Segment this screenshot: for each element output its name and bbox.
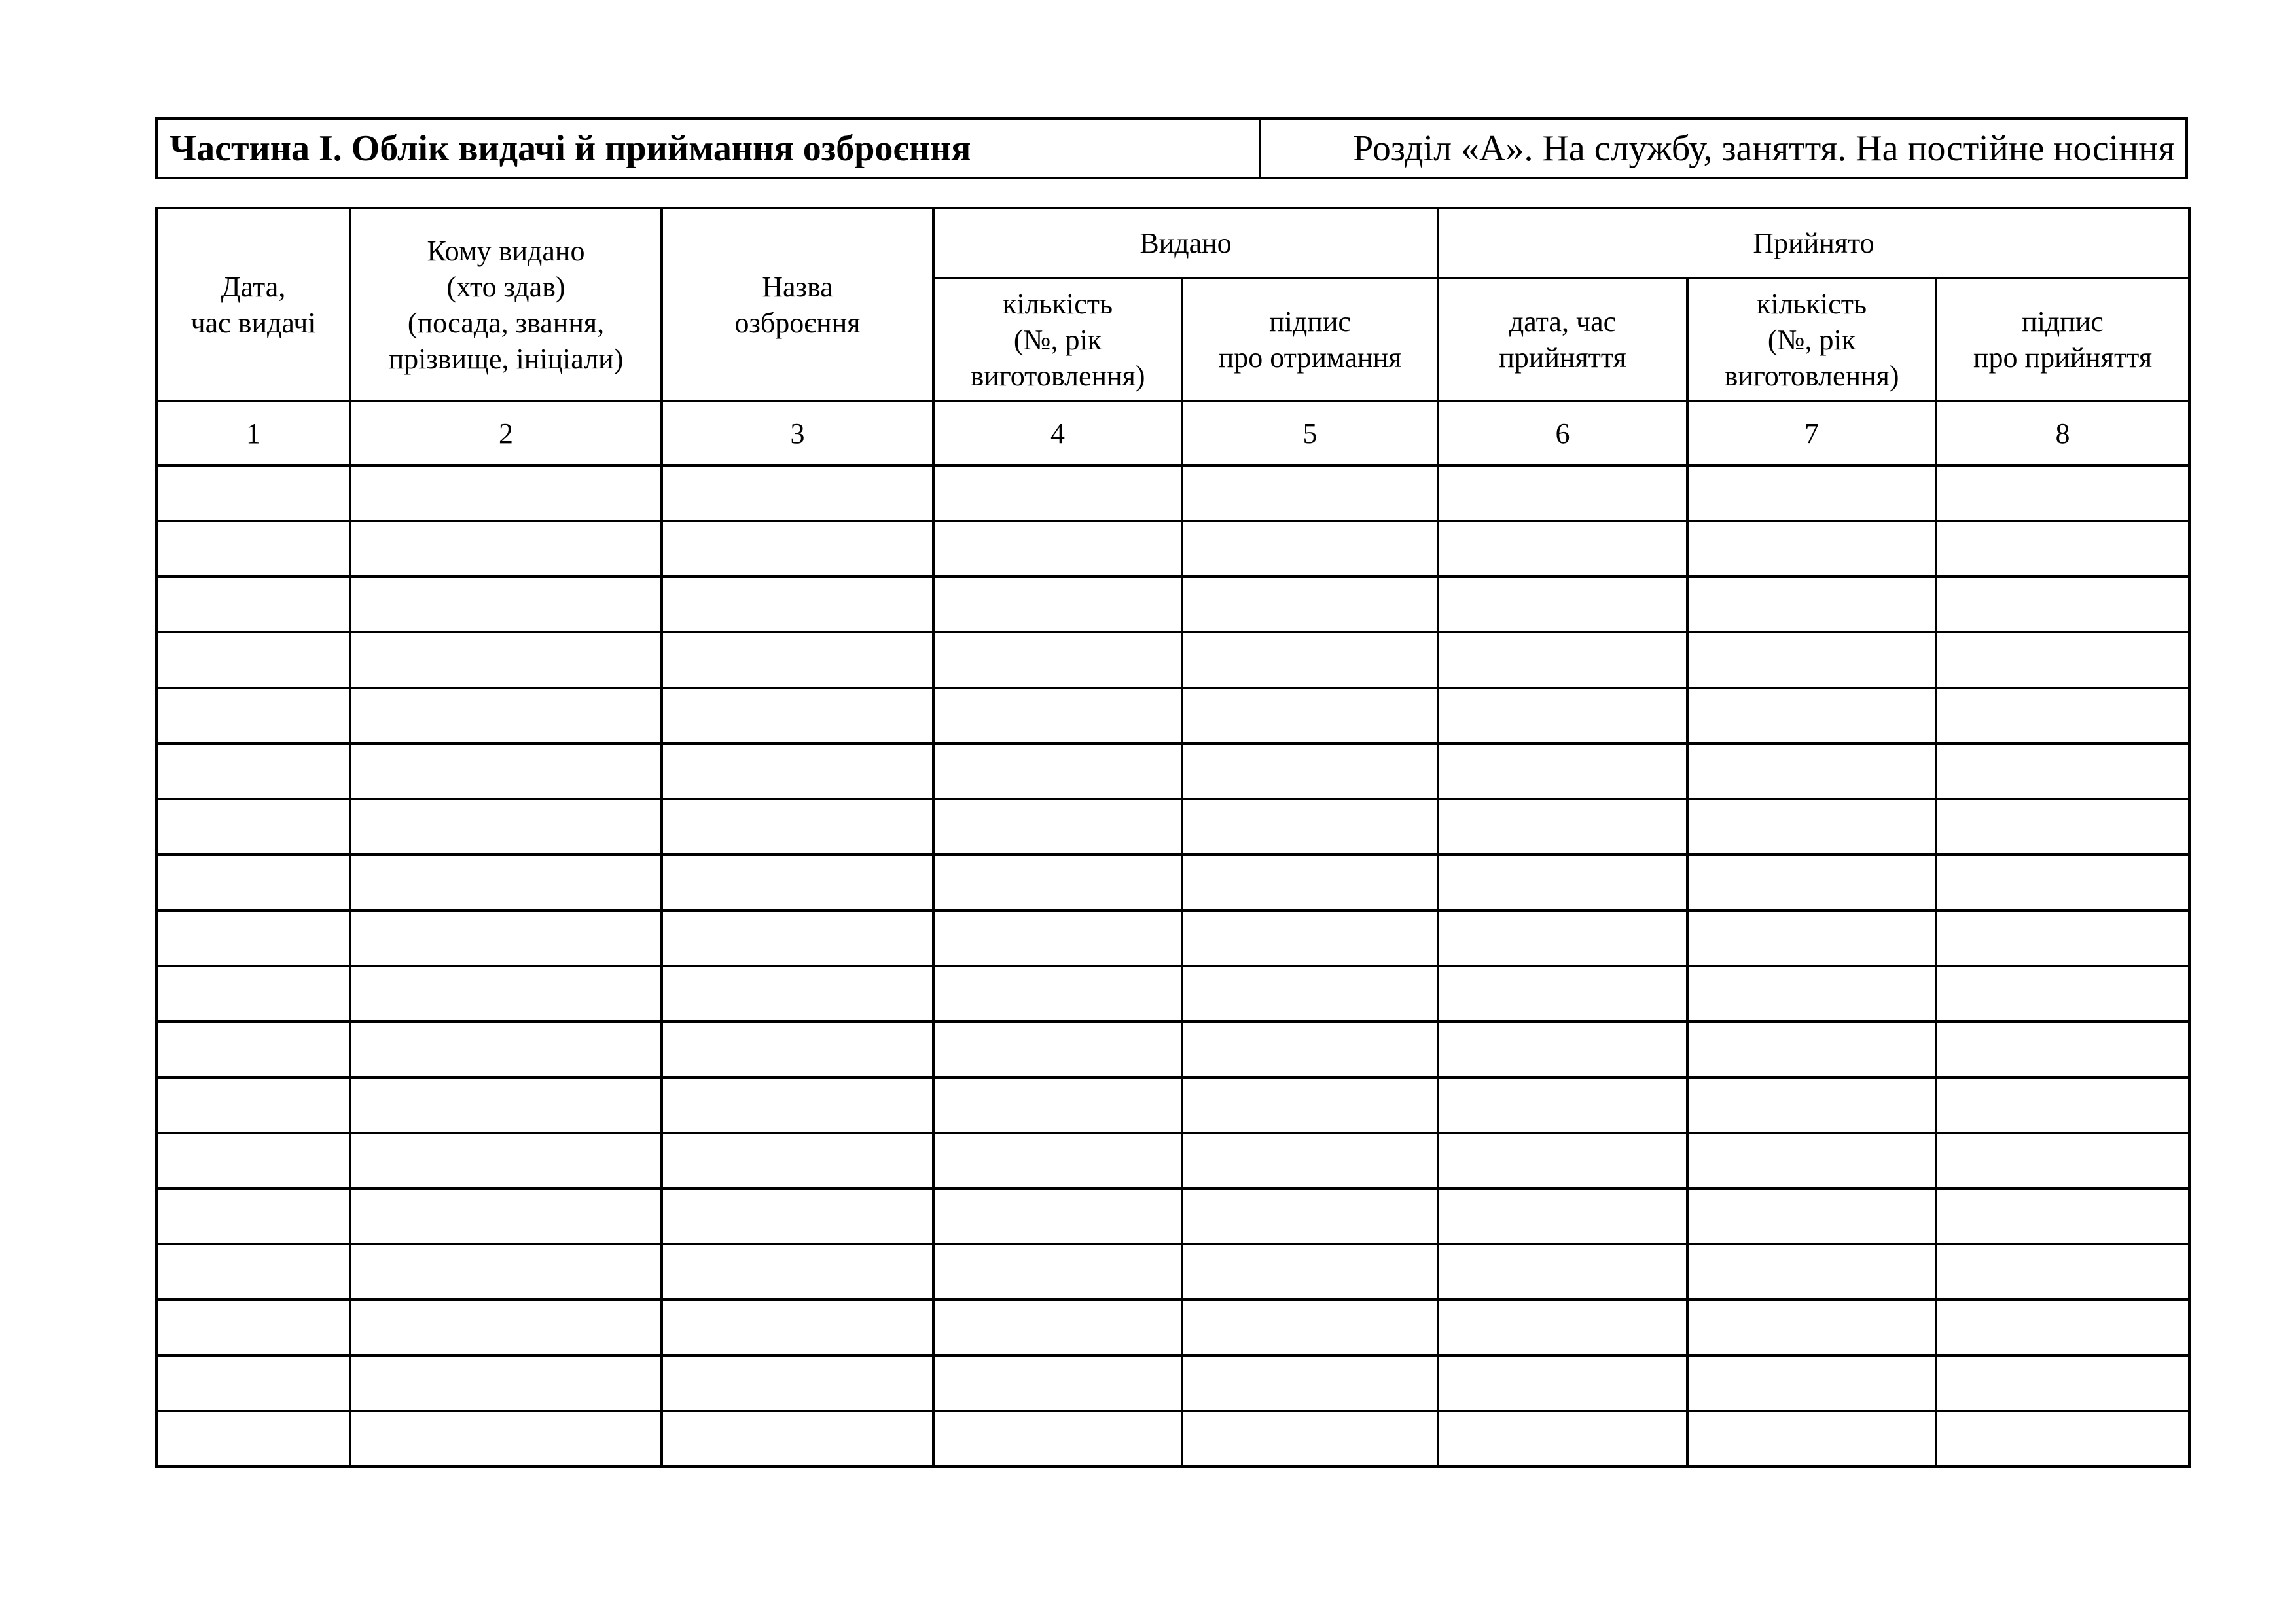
table-cell[interactable] (1936, 743, 2189, 799)
table-cell[interactable] (350, 688, 662, 743)
table-cell[interactable] (662, 632, 933, 688)
table-cell[interactable] (1182, 1022, 1438, 1077)
table-cell[interactable] (156, 966, 350, 1022)
table-cell[interactable] (1182, 632, 1438, 688)
table-header-row-1 (156, 208, 2189, 278)
header-received-signature: підпис про прийняття (1936, 278, 2189, 401)
table-cell[interactable] (1182, 688, 1438, 743)
table-cell[interactable] (662, 1188, 933, 1244)
table-cell[interactable] (1182, 1411, 1438, 1467)
table-cell[interactable] (350, 1244, 662, 1300)
table-cell[interactable] (662, 688, 933, 743)
header-issued-quantity: кількість (№, рік виготовлення) (933, 278, 1182, 401)
table-cell[interactable] (933, 465, 1182, 521)
table-cell[interactable] (350, 632, 662, 688)
table-cell[interactable] (933, 1133, 1182, 1188)
header-weapon-name: Назва озброєння (662, 208, 933, 401)
table-row (156, 1133, 2189, 1188)
table-cell[interactable] (1687, 632, 1936, 688)
column-number: 1 (156, 401, 350, 465)
column-number: 5 (1182, 401, 1438, 465)
table-cell[interactable] (933, 577, 1182, 632)
table-cell[interactable] (156, 910, 350, 966)
table-cell[interactable] (1936, 1300, 2189, 1355)
table-cell[interactable] (1438, 1077, 1687, 1133)
table-cell[interactable] (156, 1022, 350, 1077)
form-header (155, 117, 2188, 179)
column-number: 3 (662, 401, 933, 465)
column-number: 6 (1438, 401, 1687, 465)
table-cell[interactable] (1936, 688, 2189, 743)
table-cell[interactable] (662, 1355, 933, 1411)
table-cell[interactable] (1687, 521, 1936, 577)
table-cell[interactable] (1182, 910, 1438, 966)
table-cell[interactable] (1687, 1077, 1936, 1133)
table-cell[interactable] (350, 1188, 662, 1244)
table-row (156, 1411, 2189, 1467)
table-cell[interactable] (1687, 743, 1936, 799)
table-cell[interactable] (662, 1022, 933, 1077)
table-cell[interactable] (350, 910, 662, 966)
table-row (156, 688, 2189, 743)
table-row (156, 632, 2189, 688)
table-cell[interactable] (1687, 688, 1936, 743)
table-cell[interactable] (933, 1077, 1182, 1133)
table-cell[interactable] (933, 1300, 1182, 1355)
table-cell[interactable] (662, 1300, 933, 1355)
table-cell[interactable] (933, 688, 1182, 743)
header-group-received: Прийнято (1438, 208, 2189, 278)
column-number: 4 (933, 401, 1182, 465)
table-cell[interactable] (350, 1300, 662, 1355)
table-cell[interactable] (1438, 1022, 1687, 1077)
column-number: 2 (350, 401, 662, 465)
table-cell[interactable] (1936, 966, 2189, 1022)
table-cell[interactable] (662, 1244, 933, 1300)
table-cell[interactable] (1687, 1244, 1936, 1300)
table-cell[interactable] (350, 1077, 662, 1133)
table-cell[interactable] (933, 1188, 1182, 1244)
table-cell[interactable] (1687, 966, 1936, 1022)
table-cell[interactable] (1936, 465, 2189, 521)
table-cell[interactable] (1438, 799, 1687, 855)
table-cell[interactable] (1182, 1300, 1438, 1355)
table-cell[interactable] (1687, 1355, 1936, 1411)
table-cell[interactable] (156, 1355, 350, 1411)
table-row (156, 1244, 2189, 1300)
table-cell[interactable] (1182, 966, 1438, 1022)
table-cell[interactable] (350, 1022, 662, 1077)
table-row (156, 910, 2189, 966)
table-cell[interactable] (1182, 465, 1438, 521)
table-cell[interactable] (1687, 1411, 1936, 1467)
table-cell[interactable] (350, 1355, 662, 1411)
table-cell[interactable] (662, 577, 933, 632)
header-received-datetime: дата, час прийняття (1438, 278, 1687, 401)
column-number: 8 (1936, 401, 2189, 465)
table-cell[interactable] (1936, 799, 2189, 855)
header-issued-signature: підпис про отримання (1182, 278, 1438, 401)
table-cell[interactable] (1687, 1133, 1936, 1188)
table-cell[interactable] (1936, 1133, 2189, 1188)
table-cell[interactable] (1438, 1133, 1687, 1188)
table-cell[interactable] (933, 632, 1182, 688)
table-cell[interactable] (933, 743, 1182, 799)
table-cell[interactable] (1936, 1077, 2189, 1133)
table-cell[interactable] (1687, 1300, 1936, 1355)
table-cell[interactable] (1438, 465, 1687, 521)
table-cell[interactable] (1182, 1133, 1438, 1188)
table-cell[interactable] (350, 577, 662, 632)
table-cell[interactable] (350, 1133, 662, 1188)
table-cell[interactable] (1438, 632, 1687, 688)
table-cell[interactable] (1438, 1244, 1687, 1300)
table-cell[interactable] (1687, 465, 1936, 521)
table-cell[interactable] (1936, 855, 2189, 910)
table-cell[interactable] (662, 855, 933, 910)
part-title: Частина І. Облік видачі й приймання озброєння (158, 120, 1261, 177)
table-cell[interactable] (156, 743, 350, 799)
table-cell[interactable] (1438, 966, 1687, 1022)
table-cell[interactable] (662, 799, 933, 855)
table-cell[interactable] (933, 855, 1182, 910)
table-row (156, 1188, 2189, 1244)
table-cell[interactable] (1687, 910, 1936, 966)
table-row (156, 799, 2189, 855)
table-cell[interactable] (1182, 1355, 1438, 1411)
table-cell[interactable] (662, 910, 933, 966)
table-cell[interactable] (350, 855, 662, 910)
table-cell[interactable] (350, 966, 662, 1022)
table-row (156, 577, 2189, 632)
table-cell[interactable] (1182, 743, 1438, 799)
table-cell[interactable] (350, 521, 662, 577)
table-cell[interactable] (933, 910, 1182, 966)
table-cell[interactable] (662, 521, 933, 577)
table-cell[interactable] (1936, 1022, 2189, 1077)
table-cell[interactable] (933, 1244, 1182, 1300)
table-cell[interactable] (662, 1133, 933, 1188)
table-cell[interactable] (933, 799, 1182, 855)
table-cell[interactable] (1182, 855, 1438, 910)
table-row (156, 966, 2189, 1022)
table-cell[interactable] (1687, 1188, 1936, 1244)
table-cell[interactable] (1687, 1022, 1936, 1077)
table-cell[interactable] (1182, 1244, 1438, 1300)
table-cell[interactable] (662, 966, 933, 1022)
table-cell[interactable] (662, 465, 933, 521)
table-cell[interactable] (933, 1411, 1182, 1467)
table-cell[interactable] (933, 521, 1182, 577)
table-cell[interactable] (1687, 855, 1936, 910)
table-row (156, 465, 2189, 521)
table-cell[interactable] (1936, 521, 2189, 577)
table-row (156, 1355, 2189, 1411)
table-cell[interactable] (350, 465, 662, 521)
table-cell[interactable] (156, 1244, 350, 1300)
table-cell[interactable] (1438, 1411, 1687, 1467)
section-title: Розділ «А». На службу, заняття. На постійне носіння (1353, 128, 2175, 169)
table-cell[interactable] (1936, 577, 2189, 632)
header-received-quantity: кількість (№, рік виготовлення) (1687, 278, 1936, 401)
table-row (156, 855, 2189, 910)
table-cell[interactable] (156, 855, 350, 910)
table-cell[interactable] (933, 966, 1182, 1022)
table-cell[interactable] (1936, 1411, 2189, 1467)
table-cell[interactable] (156, 1133, 350, 1188)
table-cell[interactable] (1438, 910, 1687, 966)
table-cell[interactable] (933, 1355, 1182, 1411)
table-cell[interactable] (1438, 855, 1687, 910)
column-number: 7 (1687, 401, 1936, 465)
table-cell[interactable] (1182, 577, 1438, 632)
table-cell[interactable] (1182, 799, 1438, 855)
table-cell[interactable] (1438, 1188, 1687, 1244)
table-cell[interactable] (156, 799, 350, 855)
header-date: Дата, час видачі (156, 208, 350, 401)
table-row (156, 1300, 2189, 1355)
table-cell[interactable] (1936, 632, 2189, 688)
column-number-row (156, 401, 2189, 465)
header-group-issued: Видано (933, 208, 1438, 278)
table-cell[interactable] (1438, 688, 1687, 743)
table-cell[interactable] (156, 465, 350, 521)
table-row (156, 743, 2189, 799)
table-cell[interactable] (1182, 1077, 1438, 1133)
table-cell[interactable] (1936, 1188, 2189, 1244)
table-cell[interactable] (156, 1188, 350, 1244)
table-cell[interactable] (156, 577, 350, 632)
table-cell[interactable] (156, 632, 350, 688)
weapons-ledger-table (155, 207, 2191, 1468)
table-cell[interactable] (156, 521, 350, 577)
table-cell[interactable] (156, 1300, 350, 1355)
table-cell[interactable] (1182, 521, 1438, 577)
table-cell[interactable] (1438, 521, 1687, 577)
header-issued-to: Кому видано (хто здав) (посада, звання, прізвище, ініціали) (350, 208, 662, 401)
table-cell[interactable] (1182, 1188, 1438, 1244)
table-cell[interactable] (350, 799, 662, 855)
table-cell[interactable] (1438, 743, 1687, 799)
table-cell[interactable] (1438, 1355, 1687, 1411)
table-cell[interactable] (1438, 1300, 1687, 1355)
table-row (156, 1077, 2189, 1133)
table-cell[interactable] (1936, 1244, 2189, 1300)
table-cell[interactable] (156, 1411, 350, 1467)
table-cell[interactable] (1936, 1355, 2189, 1411)
table-cell[interactable] (1936, 910, 2189, 966)
table-cell[interactable] (156, 1077, 350, 1133)
table-cell[interactable] (662, 743, 933, 799)
table-cell[interactable] (350, 1411, 662, 1467)
table-cell[interactable] (350, 743, 662, 799)
table-cell[interactable] (662, 1077, 933, 1133)
table-cell[interactable] (1687, 799, 1936, 855)
table-cell[interactable] (156, 688, 350, 743)
table-row (156, 521, 2189, 577)
table-cell[interactable] (1687, 577, 1936, 632)
table-row (156, 1022, 2189, 1077)
table-cell[interactable] (662, 1411, 933, 1467)
table-cell[interactable] (1438, 577, 1687, 632)
table-cell[interactable] (933, 1022, 1182, 1077)
